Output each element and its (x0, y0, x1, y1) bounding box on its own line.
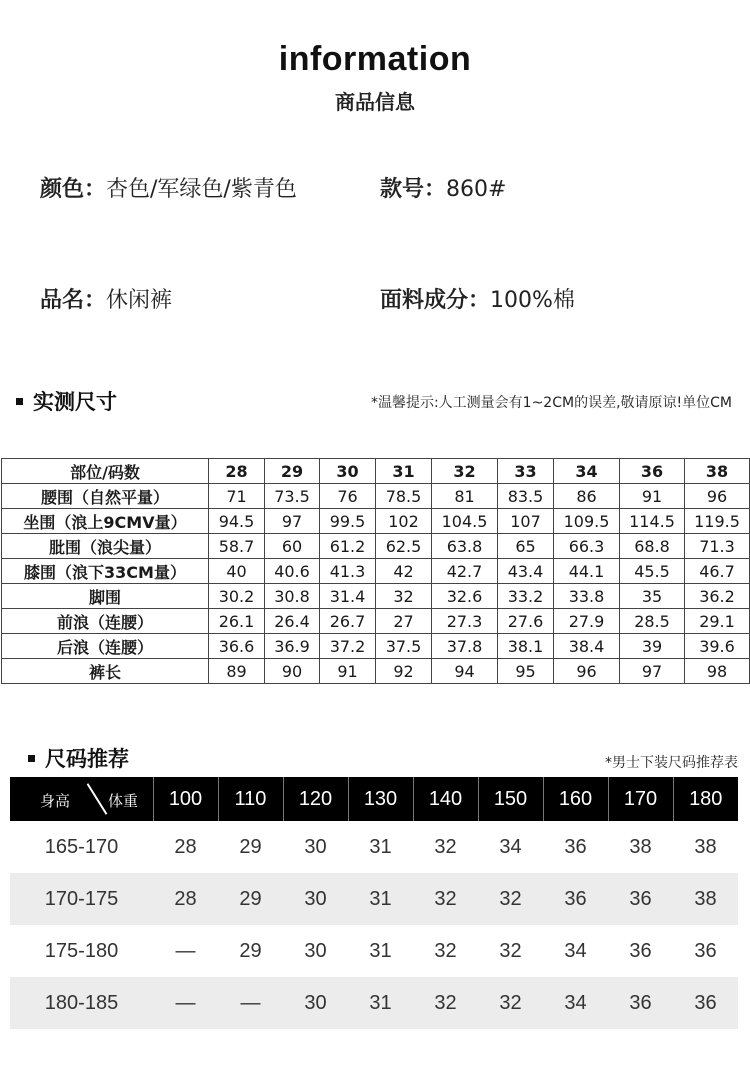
table-row (10, 925, 738, 977)
table-row (2, 659, 750, 684)
row-label: 后浪（连腰） (2, 634, 209, 659)
table-cell: 27.9 (554, 609, 620, 634)
size-cell: 32 (478, 873, 543, 925)
table-row (10, 873, 738, 925)
table-cell: 39.6 (685, 634, 750, 659)
size-recommend-table (10, 777, 738, 1029)
size-cell: 34 (564, 939, 587, 962)
size-cell: 31 (348, 977, 413, 1029)
table-cell: 44.1 (554, 559, 620, 584)
table-cell: 37.2 (320, 634, 376, 659)
table-cell: 107 (498, 509, 554, 534)
table-cell: 99.5 (320, 509, 376, 534)
table-cell: 33.8 (554, 584, 620, 609)
recommend-header-row (10, 777, 738, 821)
table-cell: 33.2 (498, 584, 554, 609)
row-label: 膝围（浪下33CM量） (2, 559, 209, 584)
table-cell: 36.9 (265, 634, 320, 659)
size-cell: 36 (564, 835, 587, 858)
table-cell: 73.5 (265, 484, 320, 509)
fabric-value: 100%棉 (490, 288, 575, 313)
height-range: 170-175 (10, 873, 153, 925)
size-cell: 32 (499, 939, 522, 962)
size-cell: 32 (434, 939, 457, 962)
table-cell: 71 (209, 484, 265, 509)
name-value: 休闲裤 (106, 288, 173, 313)
table-cell: 104.5 (432, 509, 498, 534)
table-row (2, 484, 750, 509)
header-size-col: 28 (209, 459, 265, 484)
table-cell: 27 (376, 609, 432, 634)
table-cell: 119.5 (685, 509, 750, 534)
table-row (2, 509, 750, 534)
row-label: 肶围（浪尖量） (2, 534, 209, 559)
table-cell: 65 (498, 534, 554, 559)
weight-col-header: 180 (673, 777, 738, 821)
table-cell: 96 (685, 484, 750, 509)
recommend-heading (28, 743, 129, 773)
size-cell: 32 (478, 977, 543, 1029)
header-size-col: 34 (554, 459, 620, 484)
table-cell: 39 (620, 634, 685, 659)
table-cell: 42 (376, 559, 432, 584)
table-cell: 91 (320, 659, 376, 684)
weight-label: 体重 (108, 793, 139, 810)
size-cell: 38 (629, 835, 652, 858)
square-bullet-icon (16, 398, 23, 405)
color-label: 颜色： (40, 177, 107, 202)
table-cell: 40.6 (265, 559, 320, 584)
table-cell: 37.5 (376, 634, 432, 659)
weight-col-header: 170 (608, 777, 673, 821)
page-title-cn: 商品信息 (335, 90, 415, 114)
measure-note: *温馨提示:人工测量会有1~2CM的误差,敬请原谅!单位CM (370, 395, 732, 411)
size-cell: — (218, 977, 283, 1029)
size-cell: 36 (608, 977, 673, 1029)
table-row (2, 584, 750, 609)
table-row (2, 559, 750, 584)
diagonal-slash-icon (87, 783, 108, 815)
table-cell: 91 (620, 484, 685, 509)
table-cell: 94 (432, 659, 498, 684)
measurement-table (1, 458, 750, 684)
size-cell: 31 (369, 835, 392, 858)
size-cell: 32 (413, 977, 478, 1029)
weight-col-header: 160 (543, 777, 608, 821)
size-cell: 31 (348, 873, 413, 925)
size-cell: 29 (218, 873, 283, 925)
size-cell: 36 (629, 939, 652, 962)
weight-col-header: 130 (348, 777, 413, 821)
weight-col-header: 140 (413, 777, 478, 821)
table-cell: 102 (376, 509, 432, 534)
recommend-note: *男士下装尺码推荐表 (605, 755, 738, 771)
table-cell: 97 (265, 509, 320, 534)
table-cell: 63.8 (432, 534, 498, 559)
table-row (10, 977, 738, 1029)
color-info (40, 172, 297, 203)
header-size-col: 29 (265, 459, 320, 484)
style-value: 860# (446, 177, 507, 202)
size-cell: — (153, 977, 218, 1029)
row-label: 坐围（浪上9CMV量） (2, 509, 209, 534)
header-size-col: 30 (320, 459, 376, 484)
table-cell: 109.5 (554, 509, 620, 534)
table-cell: 94.5 (209, 509, 265, 534)
size-cell: 30 (304, 939, 327, 962)
name-label: 品名： (40, 288, 107, 313)
weight-col-header: 110 (218, 777, 283, 821)
table-cell: 40 (209, 559, 265, 584)
table-cell: 36.6 (209, 634, 265, 659)
table-cell: 45.5 (620, 559, 685, 584)
size-cell: 30 (304, 835, 327, 858)
table-cell: 114.5 (620, 509, 685, 534)
header-size-col: 31 (376, 459, 432, 484)
table-cell: 38.1 (498, 634, 554, 659)
size-cell: 36 (694, 939, 717, 962)
size-cell: 38 (694, 835, 717, 858)
size-cell: 34 (543, 977, 608, 1029)
size-cell: 28 (153, 873, 218, 925)
table-cell: 27.6 (498, 609, 554, 634)
table-cell: 66.3 (554, 534, 620, 559)
weight-col-header: 100 (153, 777, 218, 821)
row-label: 前浪（连腰） (2, 609, 209, 634)
style-label: 款号： (380, 177, 447, 202)
table-row (2, 534, 750, 559)
table-cell: 35 (620, 584, 685, 609)
table-cell: 83.5 (498, 484, 554, 509)
table-cell: 26.1 (209, 609, 265, 634)
table-cell: 71.3 (685, 534, 750, 559)
size-cell: 32 (413, 873, 478, 925)
color-value: 杏色/军绿色/紫青色 (106, 177, 297, 202)
measure-heading-text: 实测尺寸 (33, 390, 117, 414)
table-cell: 89 (209, 659, 265, 684)
header-size-col: 36 (620, 459, 685, 484)
height-label: 身高 (40, 793, 71, 810)
size-cell: 32 (434, 835, 457, 858)
table-cell: 81 (432, 484, 498, 509)
table-cell: 58.7 (209, 534, 265, 559)
table-cell: 43.4 (498, 559, 554, 584)
height-range: 180-185 (10, 977, 153, 1029)
size-cell: 34 (499, 835, 522, 858)
size-cell: 29 (239, 835, 262, 858)
height-range: 175-180 (44, 939, 119, 962)
weight-col-header: 120 (283, 777, 348, 821)
weight-col-header: 150 (478, 777, 543, 821)
size-cell: 30 (283, 873, 348, 925)
fabric-info (380, 283, 575, 314)
table-cell: 32 (376, 584, 432, 609)
table-cell: 41.3 (320, 559, 376, 584)
size-cell: 36 (673, 977, 738, 1029)
table-cell: 61.2 (320, 534, 376, 559)
table-cell: 98 (685, 659, 750, 684)
table-cell: 27.3 (432, 609, 498, 634)
measurement-header-row (2, 459, 750, 484)
table-cell: 97 (620, 659, 685, 684)
measure-heading (16, 386, 117, 416)
size-cell: 36 (608, 873, 673, 925)
table-cell: 36.2 (685, 584, 750, 609)
height-weight-corner (10, 777, 153, 821)
table-cell: 76 (320, 484, 376, 509)
header-part-size: 部位/码数 (2, 459, 209, 484)
row-label: 脚围 (2, 584, 209, 609)
size-cell: — (175, 939, 196, 962)
row-label: 裤长 (2, 659, 209, 684)
table-cell: 62.5 (376, 534, 432, 559)
header-size-col: 38 (685, 459, 750, 484)
page-title-en: information (278, 40, 472, 78)
table-cell: 46.7 (685, 559, 750, 584)
size-cell: 28 (174, 835, 197, 858)
table-cell: 96 (554, 659, 620, 684)
size-cell: 30 (283, 977, 348, 1029)
header-size-col: 33 (498, 459, 554, 484)
table-row (10, 821, 738, 873)
height-range: 165-170 (44, 835, 119, 858)
table-cell: 92 (376, 659, 432, 684)
table-cell: 68.8 (620, 534, 685, 559)
size-cell: 36 (543, 873, 608, 925)
table-cell: 31.4 (320, 584, 376, 609)
row-label: 腰围（自然平量） (2, 484, 209, 509)
table-row (2, 609, 750, 634)
square-bullet-icon (28, 755, 35, 762)
table-cell: 90 (265, 659, 320, 684)
table-cell: 30.8 (265, 584, 320, 609)
header-size-col: 32 (432, 459, 498, 484)
size-cell: 38 (673, 873, 738, 925)
table-cell: 86 (554, 484, 620, 509)
name-info (40, 283, 172, 314)
table-cell: 26.7 (320, 609, 376, 634)
style-info (380, 172, 506, 203)
table-cell: 26.4 (265, 609, 320, 634)
table-cell: 32.6 (432, 584, 498, 609)
table-row (2, 634, 750, 659)
table-cell: 29.1 (685, 609, 750, 634)
table-cell: 30.2 (209, 584, 265, 609)
recommend-heading-text: 尺码推荐 (45, 747, 129, 771)
size-cell: 31 (369, 939, 392, 962)
fabric-label: 面料成分： (380, 288, 491, 313)
size-cell: 29 (239, 939, 262, 962)
table-cell: 95 (498, 659, 554, 684)
table-cell: 60 (265, 534, 320, 559)
table-cell: 78.5 (376, 484, 432, 509)
table-cell: 42.7 (432, 559, 498, 584)
table-cell: 37.8 (432, 634, 498, 659)
table-cell: 28.5 (620, 609, 685, 634)
table-cell: 38.4 (554, 634, 620, 659)
